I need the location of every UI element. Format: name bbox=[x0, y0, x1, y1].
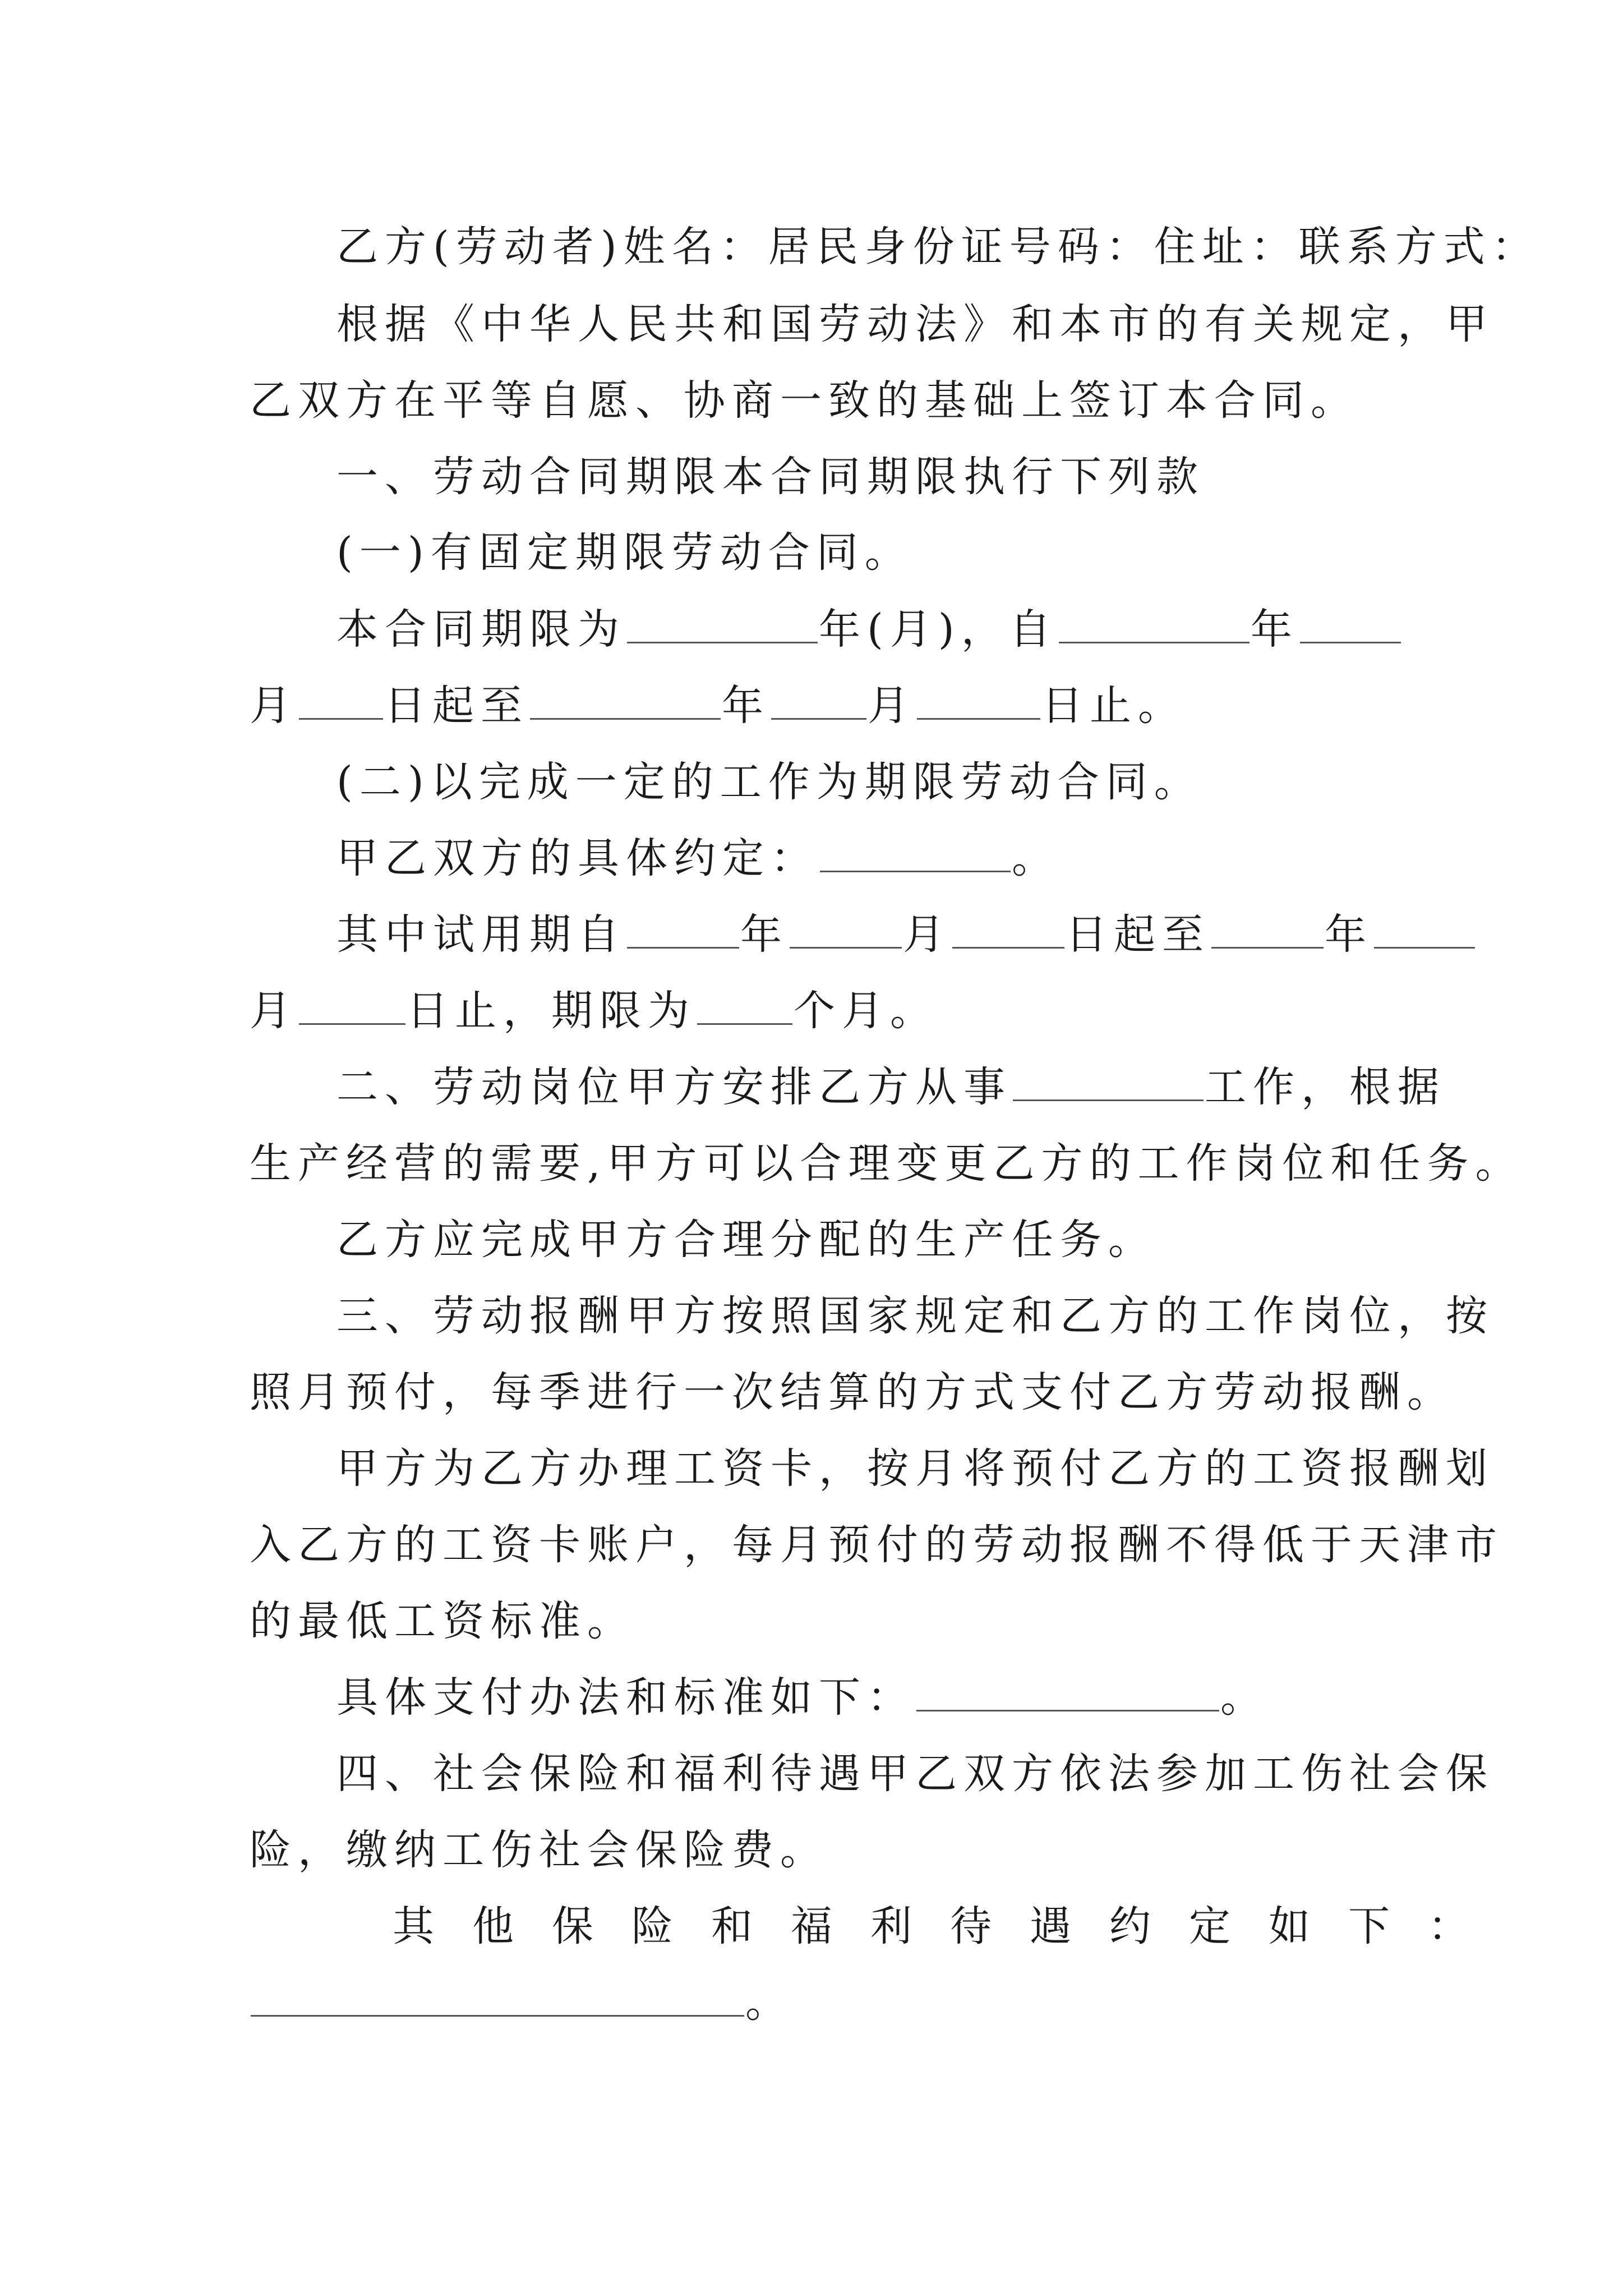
period-mark: 。 bbox=[745, 1978, 794, 2027]
until-label: 日起至 bbox=[384, 682, 529, 730]
section-2-line-1 bbox=[336, 1059, 1481, 1115]
probation-start-month-blank[interactable] bbox=[790, 912, 902, 949]
section-2-text-2: 生产经营的需要,甲方可以合理变更乙方的工作岗位和任务。 bbox=[250, 1139, 1524, 1188]
probation-line-2 bbox=[250, 983, 1394, 1039]
section-3-text-3: 甲方为乙方办理工资卡，按月将预付乙方的工资报酬划 bbox=[336, 1444, 1494, 1493]
clause-1-1-text: (一)有固定期限劳动合同。 bbox=[336, 528, 913, 577]
preamble-text-2: 乙双方在平等自愿、协商一致的基础上签订本合同。 bbox=[250, 376, 1359, 425]
other-benefits-label: 其他保险和福利待遇约定如下： bbox=[393, 1902, 1507, 1950]
probation-end-day-blank[interactable] bbox=[299, 988, 405, 1025]
section-3-text-5: 的最低工资标准。 bbox=[250, 1597, 635, 1645]
payment-method-line bbox=[336, 1669, 1481, 1726]
clause-1-2-text: (二)以完成一定的工作为期限劳动合同。 bbox=[336, 758, 1202, 806]
section-1-heading bbox=[336, 449, 1481, 505]
period-mark: 。 bbox=[1012, 834, 1060, 882]
month-label: 月 bbox=[250, 987, 298, 1035]
payment-method-blank[interactable] bbox=[916, 1675, 1219, 1711]
preamble-line-1 bbox=[336, 296, 1494, 352]
section-3-line-5 bbox=[250, 1593, 1394, 1649]
end-day-blank[interactable] bbox=[917, 683, 1040, 720]
until-label: 日起至 bbox=[1066, 910, 1210, 959]
end-year-label: 年 bbox=[722, 682, 770, 730]
section-4-line-4 bbox=[250, 1975, 1394, 2031]
section-2-text-3: 乙方应完成甲方合理分配的生产任务。 bbox=[336, 1216, 1156, 1264]
month-label: 月 bbox=[250, 682, 298, 730]
agreement-blank[interactable] bbox=[820, 836, 1011, 872]
other-benefits-blank[interactable] bbox=[251, 1980, 744, 2017]
clause-1-2 bbox=[336, 754, 1481, 810]
year-label: 年 bbox=[740, 910, 789, 959]
section-3-text-4: 入乙方的工资卡账户，每月预付的劳动报酬不得低于天津市 bbox=[250, 1521, 1504, 1569]
payment-method-label: 具体支付办法和标准如下： bbox=[336, 1673, 915, 1722]
start-month-blank-a[interactable] bbox=[1300, 607, 1401, 643]
job-title-blank[interactable] bbox=[1013, 1065, 1204, 1101]
section-2-line-3 bbox=[336, 1212, 1481, 1268]
section-4-line-3 bbox=[393, 1898, 1507, 1954]
preamble-text-1: 根据《中华人民共和国劳动法》和本市的有关规定，甲 bbox=[336, 300, 1494, 348]
section-4-text-2: 险，缴纳工伤社会保险费。 bbox=[250, 1826, 828, 1874]
end-day-label: 日止。 bbox=[1041, 682, 1186, 730]
section-2-continuation: 工作，根据 bbox=[1205, 1063, 1446, 1111]
months-label: 个月。 bbox=[794, 987, 938, 1035]
end-month-label: 月 bbox=[868, 682, 916, 730]
month-label: 月 bbox=[903, 910, 951, 959]
section-4-heading-text: 四、社会保险和福利待遇甲乙双方依法参加工伤社会保 bbox=[336, 1750, 1494, 1798]
section-3-line-1 bbox=[336, 1288, 1494, 1344]
probation-months-blank[interactable] bbox=[697, 988, 792, 1025]
section-3-line-4 bbox=[250, 1517, 1504, 1573]
period-mark: 。 bbox=[1220, 1673, 1269, 1722]
term-from-label: 年(月)，自 bbox=[819, 605, 1058, 654]
term-line-2 bbox=[250, 678, 1394, 734]
year-label: 年 bbox=[1250, 605, 1299, 654]
term-line-1 bbox=[336, 601, 1481, 657]
probation-line-1 bbox=[336, 907, 1481, 963]
agreement-line bbox=[336, 830, 1481, 886]
start-day-blank[interactable] bbox=[299, 683, 383, 720]
preamble-line-2 bbox=[250, 372, 1394, 429]
section-2-heading-text: 二、劳动岗位甲方安排乙方从事 bbox=[336, 1063, 1012, 1111]
end-month-blank[interactable] bbox=[771, 683, 866, 720]
probation-label: 其中试用期自 bbox=[336, 910, 626, 959]
section-4-line-2 bbox=[250, 1822, 1394, 1878]
end-year-blank[interactable] bbox=[530, 683, 721, 720]
section-3-text-2: 照月预付，每季进行一次结算的方式支付乙方劳动报酬。 bbox=[250, 1368, 1455, 1416]
agreement-label: 甲乙双方的具体约定： bbox=[336, 834, 819, 882]
clause-1-1 bbox=[336, 524, 1481, 581]
probation-end-month-blank-a[interactable] bbox=[1374, 912, 1475, 949]
section-4-line-1 bbox=[336, 1746, 1494, 1802]
section-3-heading-text: 三、劳动报酬甲方按照国家规定和乙方的工作岗位，按 bbox=[336, 1292, 1494, 1340]
term-length-blank[interactable] bbox=[627, 607, 818, 643]
probation-start-day-blank[interactable] bbox=[952, 912, 1064, 949]
section-3-line-2 bbox=[250, 1364, 1455, 1420]
section-3-line-3 bbox=[336, 1441, 1494, 1497]
year-label: 年 bbox=[1325, 910, 1373, 959]
term-label: 本合同期限为 bbox=[336, 605, 626, 654]
party-b-info-text: 乙方(劳动者)姓名：居民身份证号码：住址：联系方式： bbox=[336, 223, 1540, 271]
probation-start-year-blank[interactable] bbox=[627, 912, 739, 949]
probation-duration-label: 日止，期限为 bbox=[407, 987, 696, 1035]
section-1-heading-text: 一、劳动合同期限本合同期限执行下列款 bbox=[336, 453, 1205, 501]
party-b-info-line bbox=[336, 219, 1540, 275]
start-year-blank[interactable] bbox=[1059, 607, 1249, 643]
section-2-line-2 bbox=[250, 1135, 1524, 1191]
probation-end-year-blank[interactable] bbox=[1211, 912, 1324, 949]
